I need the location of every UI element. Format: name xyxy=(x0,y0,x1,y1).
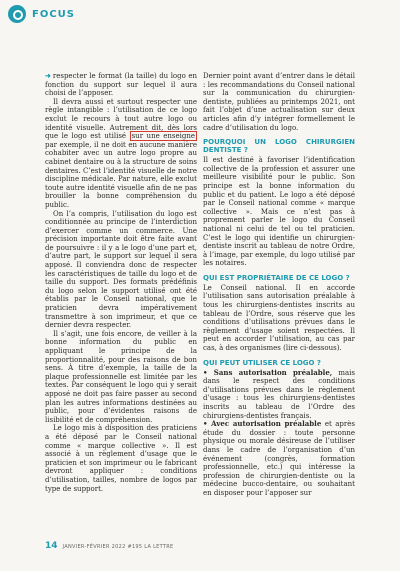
left-column xyxy=(45,72,197,493)
paragraph-4: Il s’agit, une fois encore, de veiller à la bonne information du public en appliquant le principe de la proportionnalité, pour des raisons de bon sens. À titre d’exemple, la taille de la plaque professionnelle est limitée par les textes. Par conséquent le logo qui y serait apposé ne doit pas faire passer au second plan les autres informations destinées au public, pour d’évidentes raisons de lisibilité et de compréhension. xyxy=(45,329,197,424)
arrow-icon: ➜ xyxy=(45,71,51,80)
teal-ring-icon xyxy=(8,5,26,23)
paragraph-5: Le logo mis à disposition des praticiens a été déposé par le Conseil national comme « marque collective ». Il est associé à un règlement d’usage que le praticien et son imprimeur ou le fabricant devront appliquer : conditions d’utilisation, tailles, nombre de logos par type de support. xyxy=(45,424,197,493)
section-label: FOCUS xyxy=(32,8,75,20)
heading-why-logo: POURQUOI UN LOGO CHIRURGIEN DENTISTE ? xyxy=(203,138,355,155)
page-number: 14 xyxy=(45,541,58,551)
paragraph-owner: Le Conseil national. Il en accorde l’utilisation sans autorisation préalable à tous les chirurgiens-dentistes inscrits au tableau de l’Ordre, sous réserve que les conditions d’utilisations prévues dans le règlement d’usage soient respectées. Il peut en accorder l’utilisation, au cas par cas, à des organismes (lire ci-dessous). xyxy=(203,283,355,353)
intro-paragraph: Dernier point avant d’entrer dans le détail : les recommandations du Conseil national sur la communication du chirurgien-dentiste, publiées au printemps 2021, ont fait l’objet d’une actualisation sur deux articles afin d’y intégrer formellement le cadre d’utilisation du logo. xyxy=(203,72,355,132)
highlighted-phrase: sur une enseigne xyxy=(131,132,195,141)
bullet-without-authorization: • Sans autorisation préalable, mais dans le respect des conditions d’utilisations prévues dans le règlement d’usage : tous les chirurgiens-dentistes inscrits au tableau de l’Ordre des chirurgiens-dentistes français. xyxy=(203,367,355,420)
bullet-with-authorization: • Avec autorisation préalable et après étude du dossier : toute personne physique ou morale désireuse de l’utiliser dans le cadre de l’organisation d’un événement (congrès, formation professionnelle, etc.) qui intéresse la profession de chirurgien-dentiste ou la médecine bucco-dentaire, ou souhaitant en disposer pour l’apposer sur xyxy=(203,419,355,497)
paragraph-2: Il devra aussi et surtout respecter une règle intangible : l’utilisation de ce logo exclut le recours à tout autre logo ou identité visuelle. Autrement dit, dès lors que le logo est utilisé sur une enseigne par exemple, il ne doit en aucune manière cohabiter avec un autre logo propre au cabinet dentaire ou à la structure de soins dentaires. C’est l’identité visuelle de notre discipline médicale. Par nature, elle exclut toute autre identité visuelle afin de ne pas brouiller la bonne compréhension du public. xyxy=(45,97,197,209)
page-footer xyxy=(45,541,173,551)
heading-owner: QUI EST PROPRIÉTAIRE DE CE LOGO ? xyxy=(203,273,350,282)
heading-who-can-use: QUI PEUT UTILISER CE LOGO ? xyxy=(203,358,321,367)
right-column xyxy=(203,72,355,498)
paragraph-1: ➜ respecter le format (la taille) du logo en fonction du support sur lequel il aura choisi de l’apposer. xyxy=(45,71,197,98)
paragraph-why-logo: Il est destiné à favoriser l’identification collective de la profession et assurer une meilleure visibilité pour le public. Son principe est la bonne information du public et du patient. Le logo a été déposé par le Conseil national comme « marque collective ». Mais ce n’est pas à proprement parler le logo du Conseil national ni celui de tel ou tel praticien. C’est le logo qui identifie un chirurgien-dentiste inscrit au tableau de notre Ordre, à l’image, par exemple, du logo utilisé par les notaires. xyxy=(203,156,355,268)
issue-label: JANVIER-FÉVRIER 2022 #195 LA LETTRE xyxy=(62,544,174,550)
section-header xyxy=(8,4,75,24)
paragraph-3: On l’a compris, l’utilisation du logo est conditionnée au principe de l’interdiction d’exercer comme un commerce. Une précision importante doit être faite avant de poursuivre : il y a le logo d’une part et, d’autre part, le support sur lequel il sera apposé. Il conviendra donc de respecter les caractéristiques de taille du logo et de taille du support. Des formats prédéfinis du logo selon le support utilisé ont été établis par le Conseil national, que le praticien devra impérativement transmettre à son imprimeur, et que ce dernier devra respecter. xyxy=(45,209,197,330)
